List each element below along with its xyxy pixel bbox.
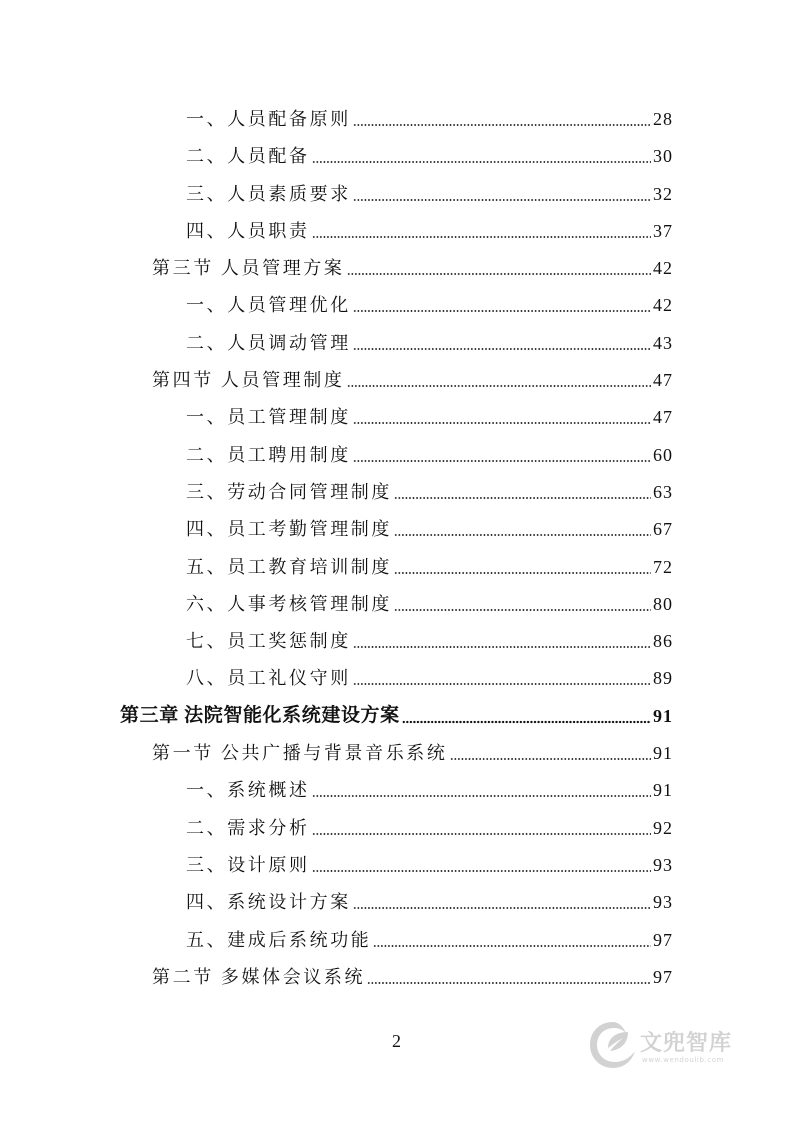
toc-entry-title: 三、设计原则 xyxy=(186,854,310,875)
toc-entry-title: 二、人员配备 xyxy=(186,146,310,167)
watermark-logo xyxy=(586,1018,756,1074)
toc-leader-dots xyxy=(353,643,651,649)
toc-entry-page-number: 93 xyxy=(653,892,673,913)
toc-entry-page-number: 60 xyxy=(653,444,673,465)
toc-leader-dots xyxy=(353,196,651,202)
toc-entry-title: 八、员工礼仪守则 xyxy=(186,668,351,689)
toc-entry-page-number: 91 xyxy=(653,780,673,801)
toc-item-entry xyxy=(0,776,793,813)
toc-leader-dots xyxy=(367,979,651,985)
toc-item-entry xyxy=(0,553,793,590)
toc-leader-dots xyxy=(402,718,651,724)
toc-leader-dots xyxy=(312,830,651,836)
toc-entry-title: 第一节 公共广播与背景音乐系统 xyxy=(152,743,448,764)
toc-item-entry xyxy=(0,217,793,254)
toc-entry-page-number: 37 xyxy=(653,220,673,241)
toc-item-entry xyxy=(0,142,793,179)
toc-section-entry xyxy=(0,366,793,403)
toc-entry-page-number: 80 xyxy=(653,593,673,614)
toc-leader-dots xyxy=(347,382,652,388)
toc-leader-dots xyxy=(353,345,651,351)
toc-entry-page-number: 42 xyxy=(653,295,673,316)
toc-entry-page-number: 30 xyxy=(653,146,673,167)
toc-entry-title: 五、员工教育培训制度 xyxy=(186,556,392,577)
toc-entry-title: 第二节 多媒体会议系统 xyxy=(152,966,366,987)
toc-item-entry xyxy=(0,814,793,851)
toc-entry-page-number: 67 xyxy=(653,519,673,540)
toc-leader-dots xyxy=(394,494,651,500)
toc-leader-dots xyxy=(353,680,651,686)
toc-entry-page-number: 91 xyxy=(653,705,673,726)
toc-entry-page-number: 28 xyxy=(653,109,673,129)
toc-entry-page-number: 47 xyxy=(653,407,673,428)
toc-entry-title: 一、人员管理优化 xyxy=(186,295,351,316)
toc-section-entry xyxy=(0,963,793,1000)
toc-entry-title: 二、员工聘用制度 xyxy=(186,444,351,465)
toc-leader-dots xyxy=(353,904,651,910)
toc-entry-page-number: 92 xyxy=(653,817,673,838)
toc-entry-title: 三、人员素质要求 xyxy=(186,183,351,204)
toc-item-entry xyxy=(0,664,793,701)
toc-entry-page-number: 43 xyxy=(653,332,673,353)
toc-leader-dots xyxy=(347,270,652,276)
toc-leader-dots xyxy=(353,121,651,127)
toc-entry-title: 一、系统概述 xyxy=(186,780,310,801)
toc-entry-title: 七、员工奖惩制度 xyxy=(186,631,351,652)
toc-leader-dots xyxy=(312,233,651,239)
toc-entry-page-number: 63 xyxy=(653,481,673,502)
toc-leader-dots xyxy=(312,792,651,798)
toc-leader-dots xyxy=(450,755,652,761)
toc-item-entry xyxy=(0,291,793,328)
toc-leader-dots xyxy=(312,867,651,873)
toc-item-entry xyxy=(0,329,793,366)
toc-item-entry xyxy=(0,851,793,888)
toc-leader-dots xyxy=(373,942,651,948)
toc-entry-page-number: 91 xyxy=(653,743,673,764)
toc-chapter-entry xyxy=(0,702,793,739)
watermark-brand-text: 文兜智库 xyxy=(640,1031,733,1056)
toc-entry-page-number: 72 xyxy=(653,556,673,577)
toc-item-entry xyxy=(0,888,793,925)
toc-section-entry xyxy=(0,254,793,291)
toc-entry-title: 四、人员职责 xyxy=(186,220,310,241)
toc-leader-dots xyxy=(394,531,651,537)
toc-entry-title: 四、员工考勤管理制度 xyxy=(186,519,392,540)
table-of-contents xyxy=(0,105,793,1000)
toc-leader-dots xyxy=(312,158,651,164)
wendou-logo-icon xyxy=(586,1018,640,1072)
toc-item-entry xyxy=(0,515,793,552)
toc-leader-dots xyxy=(394,606,651,612)
toc-section-entry xyxy=(0,739,793,776)
toc-entry-page-number: 89 xyxy=(653,668,673,689)
toc-entry-title: 五、建成后系统功能 xyxy=(186,929,372,950)
toc-entry-title: 三、劳动合同管理制度 xyxy=(186,481,392,502)
toc-entry-title: 二、人员调动管理 xyxy=(186,332,351,353)
toc-entry-title: 第四节 人员管理制度 xyxy=(152,370,345,391)
toc-item-entry xyxy=(0,105,793,142)
toc-entry-title: 第三节 人员管理方案 xyxy=(152,258,345,279)
toc-leader-dots xyxy=(353,457,651,463)
toc-item-entry xyxy=(0,627,793,664)
toc-entry-page-number: 86 xyxy=(653,631,673,652)
toc-entry-page-number: 93 xyxy=(653,854,673,875)
toc-entry-title: 第三章 法院智能化系统建设方案 xyxy=(120,704,400,726)
toc-entry-page-number: 97 xyxy=(653,929,673,950)
toc-entry-page-number: 47 xyxy=(653,370,673,391)
toc-item-entry xyxy=(0,926,793,963)
toc-entry-title: 一、员工管理制度 xyxy=(186,407,351,428)
toc-entry-title: 一、人员配备原则 xyxy=(186,109,351,129)
toc-entry-page-number: 42 xyxy=(653,258,673,279)
watermark-url-text: www.wendoulib.com xyxy=(642,1056,725,1064)
toc-item-entry xyxy=(0,590,793,627)
toc-item-entry xyxy=(0,478,793,515)
toc-item-entry xyxy=(0,441,793,478)
toc-item-entry xyxy=(0,180,793,217)
toc-leader-dots xyxy=(394,569,651,575)
toc-leader-dots xyxy=(353,307,651,313)
toc-entry-page-number: 32 xyxy=(653,183,673,204)
toc-item-entry xyxy=(0,403,793,440)
toc-entry-page-number: 97 xyxy=(653,966,673,987)
page-number: 2 xyxy=(392,1031,401,1051)
toc-entry-title: 四、系统设计方案 xyxy=(186,892,351,913)
toc-entry-title: 二、需求分析 xyxy=(186,817,310,838)
toc-entry-title: 六、人事考核管理制度 xyxy=(186,593,392,614)
toc-leader-dots xyxy=(353,419,651,425)
